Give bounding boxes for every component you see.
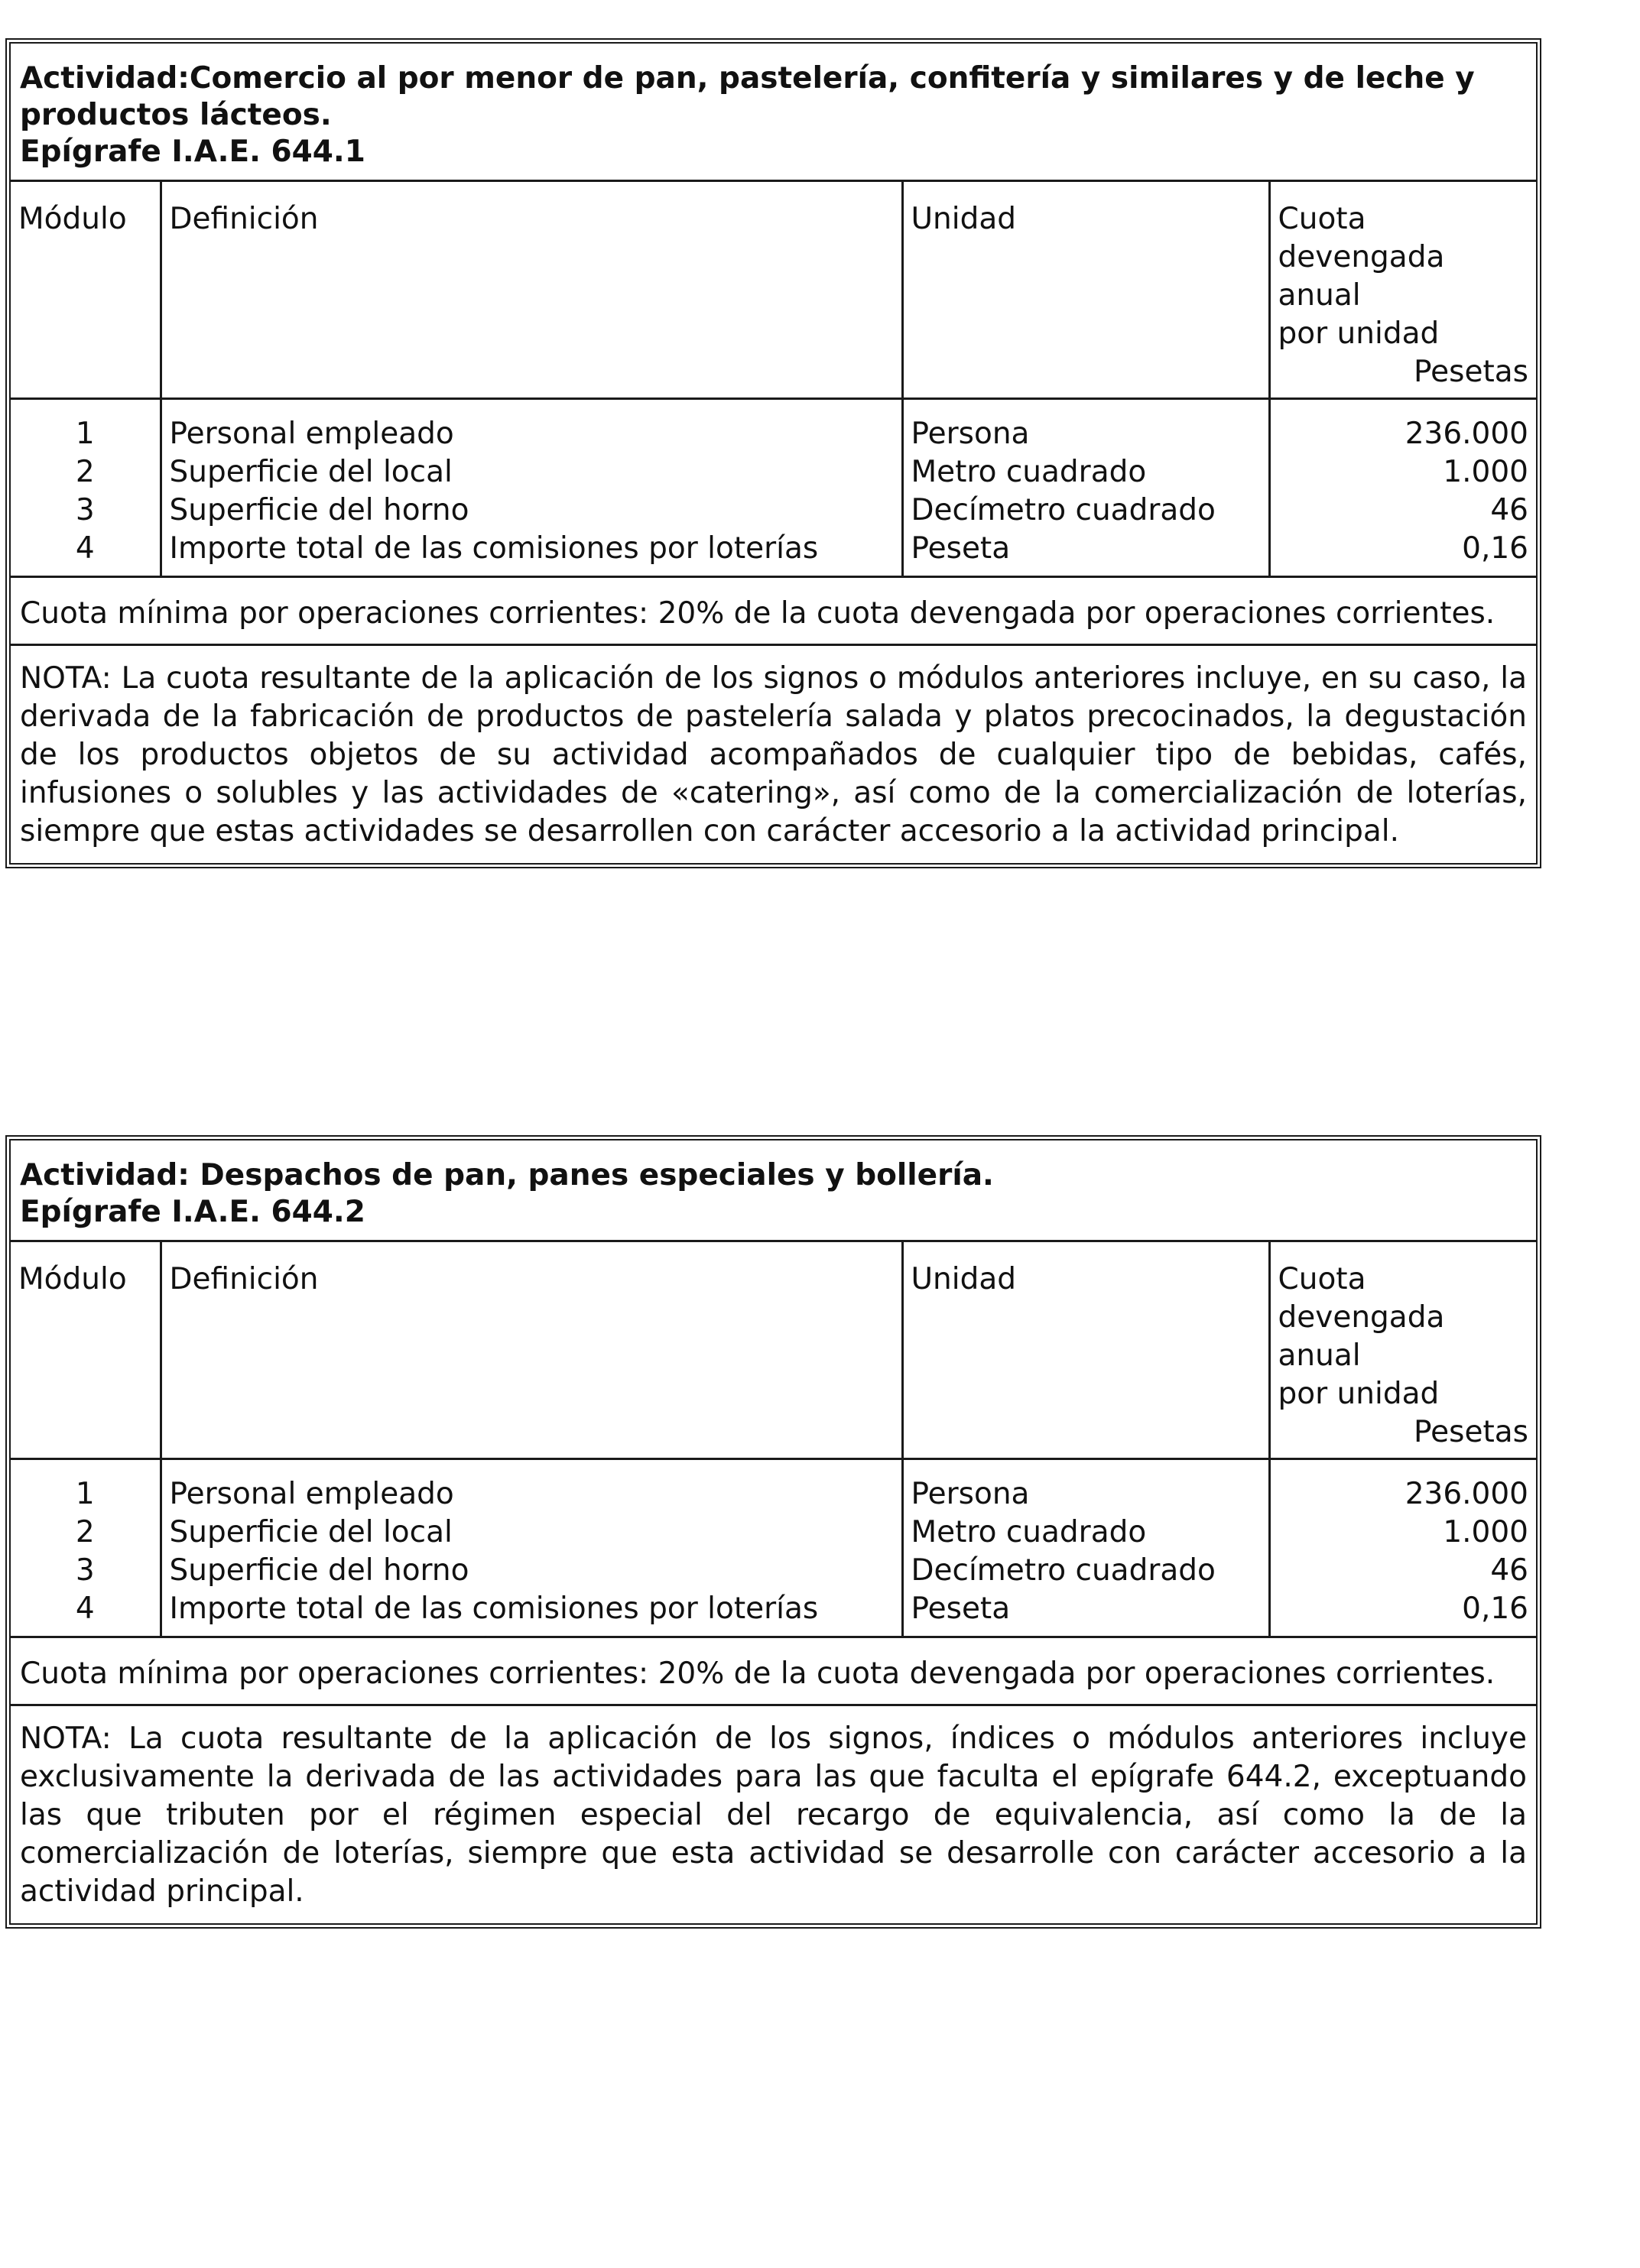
cell-modulo: 3 [11,1552,161,1590]
table-row [11,530,1536,577]
cell-definicion: Importe total de las comisiones por loterías [161,530,902,577]
table-row [11,453,1536,492]
activity-block-644-1 [5,38,1541,868]
table-row [11,492,1536,530]
cell-definicion: Personal empleado [161,399,902,454]
cell-definicion: Superficie del local [161,1514,902,1552]
header-currency: Pesetas [1414,1415,1528,1449]
cell-cuota: 0,16 [1269,1590,1536,1637]
cell-unidad: Persona [902,399,1269,454]
cell-modulo: 2 [11,1514,161,1552]
cell-modulo: 2 [11,453,161,492]
cell-definicion: Superficie del local [161,453,902,492]
cell-definicion: Superficie del horno [161,492,902,530]
table-row [11,1590,1536,1637]
cell-definicion: Personal empleado [161,1459,902,1514]
activity-title-line: productos lácteos. [20,98,332,132]
cuota-minima-text: Cuota mínima por operaciones corrientes: 20% de la cuota devengada por operaciones corrientes. [11,578,1536,646]
cell-cuota: 46 [1490,493,1528,527]
table-header-row [11,182,1536,399]
activity-title-line: Actividad:Comercio al por menor de pan, pastelería, confitería y similares y de leche y [20,61,1475,96]
cell-unidad: Peseta [902,530,1269,577]
cell-modulo: 1 [11,399,161,454]
cell-modulo: 4 [11,530,161,577]
table-row [11,1514,1536,1552]
cell-cuota: 236.000 [1405,417,1528,451]
activity-heading [11,1140,1536,1242]
cuota-minima-text: Cuota mínima por operaciones corrientes: 20% de la cuota devengada por operaciones corrientes. [11,1638,1536,1706]
cell-modulo: 1 [11,1459,161,1514]
modules-table [11,182,1536,578]
modules-table [11,1242,1536,1638]
header-currency: Pesetas [1414,355,1528,389]
header-definicion: Definición [161,182,902,399]
table-row [11,399,1536,454]
cell-unidad: Metro cuadrado [902,453,1269,492]
epigrafe-label: Epígrafe I.A.E. 644.1 [20,135,365,169]
header-cuota: Cuota devengada anual por unidad Pesetas [1269,1242,1536,1459]
header-unidad: Unidad [902,1242,1269,1459]
cell-definicion: Importe total de las comisiones por loterías [161,1590,902,1637]
cell-cuota: 0,16 [1269,530,1536,577]
header-modulo: Módulo [11,1242,161,1459]
header-definicion: Definición [161,1242,902,1459]
activity-title-line: Actividad: Despachos de pan, panes especiales y bollería. [20,1158,994,1192]
cell-unidad: Decímetro cuadrado [902,492,1269,530]
table-row [11,1552,1536,1590]
cell-cuota: 1.000 [1443,455,1528,489]
nota-text: NOTA: La cuota resultante de la aplicación de los signos o módulos anteriores incluye, en su caso, la derivada de la fabricación de productos de pastelería salada y platos precocinados, la degustación de los productos objetos de su actividad acompañados de cualquier tipo de bebidas, cafés, infusiones o solubles y las actividades de «catering», así como de la comercialización de loterías, siempre que estas actividades se desarrollen con carácter accesorio a la actividad principal. [20,661,1527,848]
cell-cuota: 236.000 [1405,1477,1528,1511]
activity-heading [11,44,1536,182]
table-header-row [11,1242,1536,1459]
cell-unidad: Metro cuadrado [902,1514,1269,1552]
epigrafe-label: Epígrafe I.A.E. 644.2 [20,1195,365,1229]
cell-modulo: 4 [11,1590,161,1637]
header-modulo: Módulo [11,182,161,399]
table-row [11,1459,1536,1514]
header-unidad: Unidad [902,182,1269,399]
cell-definicion: Superficie del horno [161,1552,902,1590]
cell-cuota: 1.000 [1443,1515,1528,1549]
cell-cuota: 46 [1490,1553,1528,1588]
cell-modulo: 3 [11,492,161,530]
nota-text: NOTA: La cuota resultante de la aplicación de los signos, índices o módulos anteriores incluye exclusivamente la derivada de las actividades para las que faculta el epígrafe 644.2, exceptuando las que tributen por el régimen especial del recargo de equivalencia, así como la de la comercialización de loterías, siempre que esta actividad se desarrolle con carácter accesorio a la actividad principal. [20,1721,1527,1909]
cell-unidad: Decímetro cuadrado [902,1552,1269,1590]
cell-unidad: Peseta [902,1590,1269,1637]
header-cuota: Cuota devengada anual por unidad Pesetas [1269,182,1536,399]
cell-unidad: Persona [902,1459,1269,1514]
activity-block-644-2 [5,1135,1541,1929]
